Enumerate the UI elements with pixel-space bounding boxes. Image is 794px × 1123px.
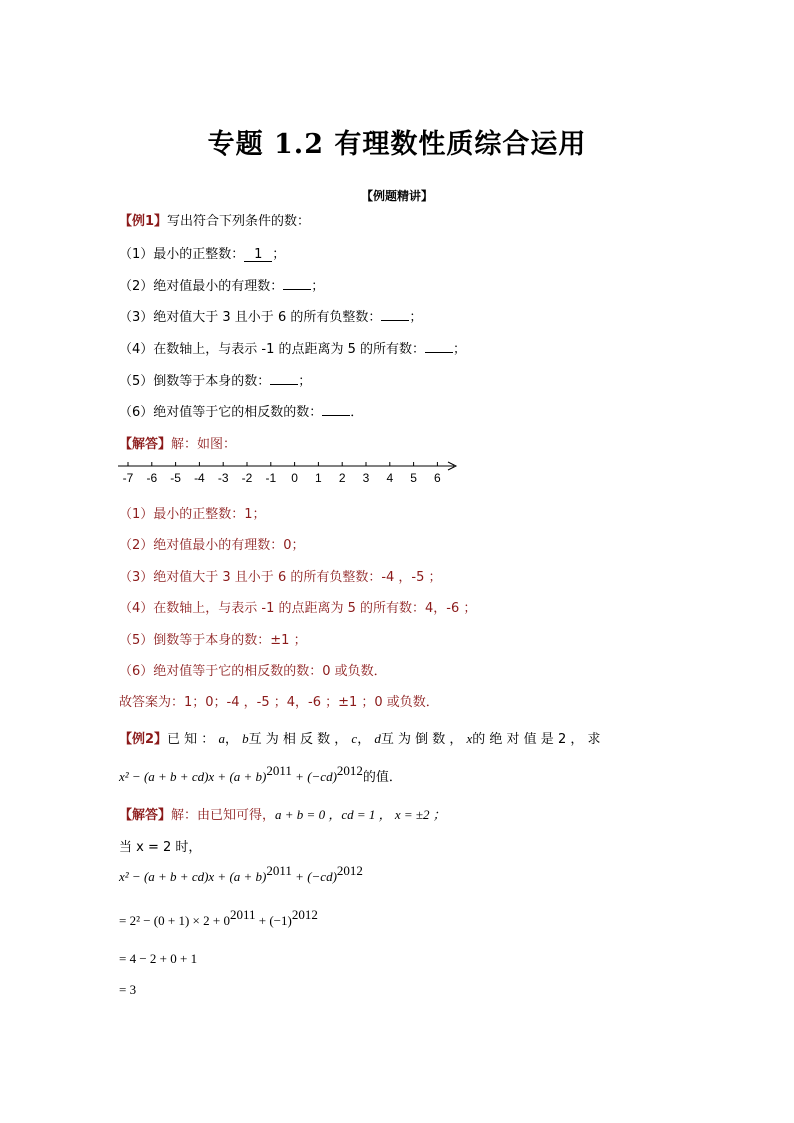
exponent-2011: 2011 <box>266 763 292 778</box>
question-6-end: ． <box>350 405 364 420</box>
answer-blank-5 <box>270 370 298 385</box>
expr-part-2: + (−cd) <box>291 769 337 784</box>
answer-3: （3）绝对值大于 3 且小于 6 的所有负整数：-4 ，-5 ； <box>119 570 442 585</box>
answer-blank-6 <box>322 401 350 416</box>
var-a: a <box>218 731 225 746</box>
number-line-label: 6 <box>434 471 441 485</box>
number-line-label: -4 <box>194 471 205 485</box>
number-line-label: 2 <box>338 471 346 485</box>
question-4-text: （4）在数轴上，与表示 -1 的点距离为 5 的所有数： <box>119 342 426 357</box>
answer-blank-1: 1 <box>244 247 272 262</box>
ex2-text-1: 已 知 ： <box>167 732 215 747</box>
answer1-heading <box>119 433 236 452</box>
step-3: = 4 − 2 + 0 + 1 <box>119 951 198 966</box>
exponent-2012: 2012 <box>336 763 363 778</box>
ex2-text-3: 互 为 倒 数 ， <box>380 732 463 747</box>
step-2-exp-2: 2012 <box>291 907 318 922</box>
step-1 <box>119 863 363 885</box>
example1-tag: 【例1】 <box>119 214 168 229</box>
var-b: b <box>242 731 249 746</box>
question-5 <box>119 370 311 389</box>
answer2-case: 当 x = 2 时， <box>119 840 202 855</box>
answer-blank-3 <box>381 306 409 321</box>
var-c: c <box>351 731 358 746</box>
question-1 <box>119 243 285 262</box>
example2-expression <box>119 763 402 785</box>
expr-tail: 的值． <box>362 770 402 785</box>
section-heading: 【例题精讲】 <box>360 189 433 203</box>
number-line-label: -5 <box>170 471 181 485</box>
question-1-text: （1）最小的正整数： <box>119 247 245 262</box>
page-title: 专题 1.2 有理数性质综合运用 <box>207 129 587 160</box>
step-4: = 3 <box>119 982 137 997</box>
step-2-b: + (−1) <box>255 913 292 928</box>
var-x: x <box>466 731 473 746</box>
question-3-end: ； <box>409 310 423 325</box>
example2-statement: 【例2】已 知 ： a， b互 为 相 反 数 ， c， d互 为 倒 数 ， x的 绝 对 值 是 2 ， 求 <box>119 731 601 747</box>
answer-6: （6）绝对值等于它的相反数的数：0 或负数． <box>119 664 387 679</box>
question-6-text: （6）绝对值等于它的相反数的数： <box>119 405 323 420</box>
number-line-label: 5 <box>410 471 417 485</box>
answer2-conditions: a + b = 0 ，cd = 1 ， x = ±2 ； <box>275 807 446 822</box>
number-line-label: -1 <box>265 471 277 485</box>
answer-4: （4）在数轴上，与表示 -1 的点距离为 5 的所有数：4，-6 ； <box>119 601 477 616</box>
question-5-text: （5）倒数等于本身的数： <box>119 374 271 389</box>
number-line-label: -7 <box>122 471 134 485</box>
number-line-label: 0 <box>291 471 298 485</box>
answer-2: （2）绝对值最小的有理数：0； <box>119 538 305 553</box>
step-1-b: + (−cd) <box>291 869 337 884</box>
answer1-tag: 【解答】 <box>119 437 172 452</box>
question-2-text: （2）绝对值最小的有理数： <box>119 279 284 294</box>
question-2-end: ； <box>311 279 325 294</box>
step-1-a: x² − (a + b + cd)x + (a + b) <box>119 869 267 884</box>
question-1-end: ； <box>272 247 286 262</box>
example1-heading <box>119 210 310 229</box>
ex2-text-4: 的 绝 对 值 是 2 ， 求 <box>472 732 601 747</box>
ex2-text-2: 互 为 相 反 数 ， <box>248 732 348 747</box>
answer2-tag: 【解答】 <box>119 808 172 823</box>
number-line-label: -6 <box>146 471 158 485</box>
answer-blank-4 <box>425 338 453 353</box>
answer-1: （1）最小的正整数：1； <box>119 507 266 522</box>
question-6 <box>119 401 363 420</box>
answer-blank-2 <box>283 275 311 290</box>
answer1-intro: 解：如图： <box>171 437 237 452</box>
expr-part-1: x² − (a + b + cd)x + (a + b) <box>119 769 267 784</box>
answer2-intro: 解：由已知可得， <box>171 808 276 823</box>
example2-tag: 【例2】 <box>119 732 168 747</box>
var-d: d <box>374 731 381 746</box>
number-line-label: 1 <box>315 471 322 485</box>
step-1-exp-2: 2012 <box>336 863 363 878</box>
step-2 <box>119 907 318 929</box>
answer1-summary: 故答案为：1；0；-4 ，-5 ；4，-6 ；±1 ；0 或负数． <box>119 695 439 710</box>
number-line-label: 4 <box>386 471 394 485</box>
example1-intro: 写出符合下列条件的数： <box>167 214 311 229</box>
question-4 <box>119 338 466 357</box>
question-4-end: ； <box>453 342 467 357</box>
answer-5: （5）倒数等于本身的数：±1 ； <box>119 633 307 648</box>
number-line <box>118 458 463 488</box>
question-2 <box>119 275 324 294</box>
step-2-exp-1: 2011 <box>229 907 256 922</box>
step-1-exp-1: 2011 <box>266 863 292 878</box>
question-3 <box>119 306 422 325</box>
number-line-label: -2 <box>241 471 253 485</box>
number-line-label: -3 <box>217 471 229 485</box>
step-2-a: = 2² − (0 + 1) × 2 + 0 <box>119 913 230 928</box>
number-line-label: 3 <box>362 471 370 485</box>
answer2-heading <box>119 804 446 823</box>
question-3-text: （3）绝对值大于 3 且小于 6 的所有负整数： <box>119 310 382 325</box>
question-5-end: ； <box>298 374 312 389</box>
